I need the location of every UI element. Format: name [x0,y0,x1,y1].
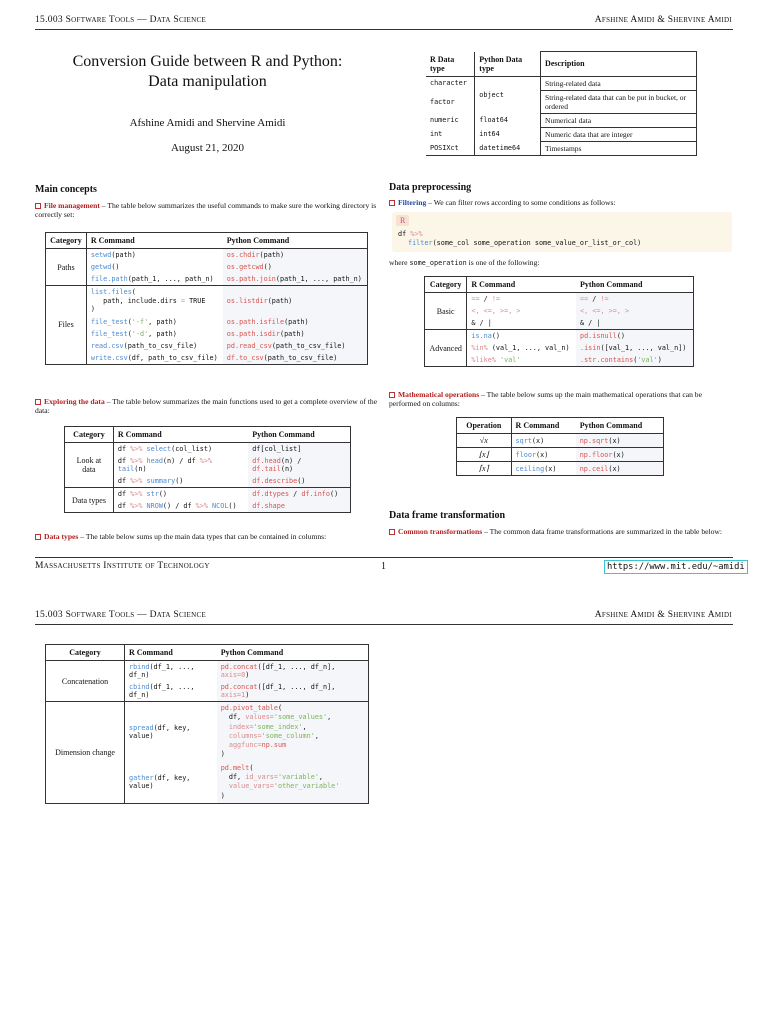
col-header: Description [541,52,697,77]
table-cell: float64 [475,113,541,127]
category-cell: Dimension change [46,702,125,804]
table-cell: file.path(path_1, ..., path_n) [86,273,222,286]
table-cell: df.dtypes / df.info() [248,488,350,501]
header-rule [35,624,733,625]
footer-rule [35,557,733,558]
table-cell: gather(df, key, value) [129,774,191,791]
where-text: where some_operation is one of the following: [389,258,540,267]
col-header: R Command [467,277,576,293]
table-cell: os.path.isfile(path) [223,316,368,328]
table-cell: .str.contains('val') [576,354,694,367]
operation-cell: ⌊x⌋ [457,448,512,462]
table-cell: floor(x) [511,448,576,462]
bullet-icon [389,200,395,206]
table-cell: %like% 'val' [471,356,521,364]
table-cell: pd.concat([df_1, ..., df_n], axis=1) [217,681,369,702]
bullet-icon [35,203,41,209]
page1-header-left: 15.003 Software Tools — Data Science [35,15,207,25]
table-cell: is.na() [471,332,501,340]
table-cell: read.csv(path_to_csv_file) [90,341,198,350]
table-cell: df[col_list] [248,443,350,456]
operation-cell: ⌈x⌉ [457,462,512,476]
table-cell: %in% (val_1, ..., val_n) [471,344,570,352]
data-types-paragraph: Data types – The table below sums up the main data types that can be contained in columns: [35,533,380,542]
table-cell: df %>% NROW() / df %>% NCOL() [117,502,237,510]
col-header: Python Command [576,277,694,293]
filtering-paragraph: Filtering – We can filter rows according to some conditions as follows: [389,199,734,208]
table-cell: int64 [475,127,541,141]
table-cell: Numerical data [541,113,697,127]
table-cell: pd.read_csv(path_to_csv_file) [223,340,368,352]
table-cell: list.files( path, include.dirs = TRUE ) [90,288,206,313]
math-operations-paragraph: Mathematical operations – The table below sums up the main mathematical operations that can be performed on columns: [389,390,702,408]
table-cell: <, <=, >=, > [576,305,694,317]
category-cell: Paths [46,249,87,286]
category-cell: Data types [65,488,114,513]
table-cell: & / | [467,317,576,330]
col-header: Category [46,233,87,249]
bullet-icon [35,399,41,405]
table-cell: Numeric data that are integer [541,127,697,141]
table-cell: == / != [471,295,501,303]
table-cell: String-related data that can be put in bucket, or ordered [541,90,697,113]
table-cell: ceiling(x) [515,464,557,473]
table-cell: sqrt(x) [511,434,576,448]
table-cell: df.head(n) / df.tail(n) [248,455,350,475]
table-cell: np.sqrt(x) [576,434,664,448]
category-cell: Files [46,286,87,365]
file-management-table [45,232,368,365]
operation-cell: √x [457,434,512,448]
table-cell: POSIXct [426,141,475,155]
table-cell: write.csv(df, path_to_csv_file) [90,353,218,362]
section-main-concepts: Main concepts [35,184,97,195]
table-cell: df.describe() [248,475,350,488]
table-cell: factor [426,90,475,113]
table-cell: os.path.join(path_1, ..., path_n) [223,273,368,286]
table-cell: == / != [576,293,694,306]
table-cell: <, <=, >=, > [471,307,521,315]
bullet-icon [35,534,41,540]
common-transformations-paragraph: Common transformations – The common data frame transformations are summarized in the table below: [389,528,734,537]
col-header: Python Data type [475,52,541,77]
page2-header-right: Afshine Amidi & Shervine Amidi [594,610,732,620]
table-cell: file_test('-d', path) [90,329,177,338]
table-cell: spread(df, key, value) [129,723,191,740]
section-data-frame-transformation: Data frame transformation [389,510,506,521]
bullet-icon [389,392,395,398]
table-cell: pd.pivot_table( df, values='some_values', index='some_index', columns='some_column', aggfunc=np.sum ) [217,702,369,762]
language-tag: R [396,215,409,226]
category-cell: Basic [425,293,467,330]
col-header: R Command [86,233,222,249]
col-header: R Command [511,418,576,434]
col-header: Python Command [217,645,369,661]
table-cell: df %>% summary() [113,475,248,488]
table-cell: df %>% select(col_list) [117,445,213,453]
table-cell: numeric [426,113,475,127]
table-cell: os.listdir(path) [223,286,368,316]
file-management-paragraph: File management – The table below summarizes the useful commands to make sure the working directory is correctly set: [35,201,377,219]
page-number: 1 [381,561,386,572]
table-cell: df %>% head(n) / df %>% tail(n) [117,457,213,473]
section-data-preprocessing: Data preprocessing [389,182,472,193]
col-header: R Command [125,645,217,661]
table-cell: pd.melt( df, id_vars='variable', value_vars='other_variable' ) [217,762,369,804]
data-types-table [426,51,697,156]
code-block [392,212,732,252]
table-cell: String-related data [541,76,697,90]
table-cell: object [475,76,541,113]
col-header: Python Command [223,233,368,249]
authors: Afshine Amidi and Shervine Amidi [129,117,286,129]
table-cell: & / | [576,317,694,330]
table-cell: np.floor(x) [576,448,664,462]
category-cell: Advanced [425,330,467,367]
table-cell: os.path.isdir(path) [223,328,368,340]
page2-header-left: 15.003 Software Tools — Data Science [35,610,207,620]
footer-url-link[interactable]: https://www.mit.edu/~amidi [604,560,748,574]
table-cell: file_test('-f', path) [90,317,177,326]
table-cell: cbind(df_1, ..., df_n) [125,681,217,702]
col-header: Category [425,277,467,293]
code-line: df %>% [398,230,423,238]
table-cell: df %>% str() [117,490,168,498]
table-cell: pd.concat([df_1, ..., df_n], axis=0) [217,661,369,682]
table-cell: np.ceil(x) [576,462,664,476]
math-operations-table [456,417,664,476]
col-header: Python Command [576,418,664,434]
col-header: Category [65,427,114,443]
table-cell: int [426,127,475,141]
table-cell: df.to_csv(path_to_csv_file) [223,352,368,365]
table-cell: datetime64 [475,141,541,155]
page-title: Conversion Guide between R and Python: Data manipulation [72,53,343,90]
transformations-table [45,644,369,804]
table-cell: os.chdir(path) [223,249,368,262]
filter-operations-table [424,276,694,367]
col-header: Category [46,645,125,661]
col-header: Python Command [248,427,350,443]
table-cell: .isin([val_1, ..., val_n]) [576,342,694,354]
table-cell: character [426,76,475,90]
footer-institution: Massachusetts Institute of Technology [35,561,210,571]
table-cell: pd.isnull() [576,330,694,343]
exploring-table [64,426,351,513]
header-rule [35,29,733,30]
table-cell: df.shape [248,500,350,513]
table-cell: rbind(df_1, ..., df_n) [129,663,195,679]
exploring-paragraph: Exploring the data – The table below summarizes the main functions used to get a complete overview of the data: [35,397,378,415]
table-cell: getwd() [90,263,120,271]
page1-header-right: Afshine Amidi & Shervine Amidi [594,15,732,25]
code-line: filter(some_col some_operation some_value_or_list_or_col) [408,239,642,247]
table-cell: os.getcwd() [223,261,368,273]
category-cell: Concatenation [46,661,125,702]
table-cell: Timestamps [541,141,697,155]
category-cell: Look at data [65,443,114,488]
bullet-icon [389,529,395,535]
date: August 21, 2020 [170,142,245,154]
col-header: R Data type [426,52,475,77]
table-cell: setwd(path) [90,251,136,259]
col-header: Operation [457,418,512,434]
col-header: R Command [113,427,248,443]
